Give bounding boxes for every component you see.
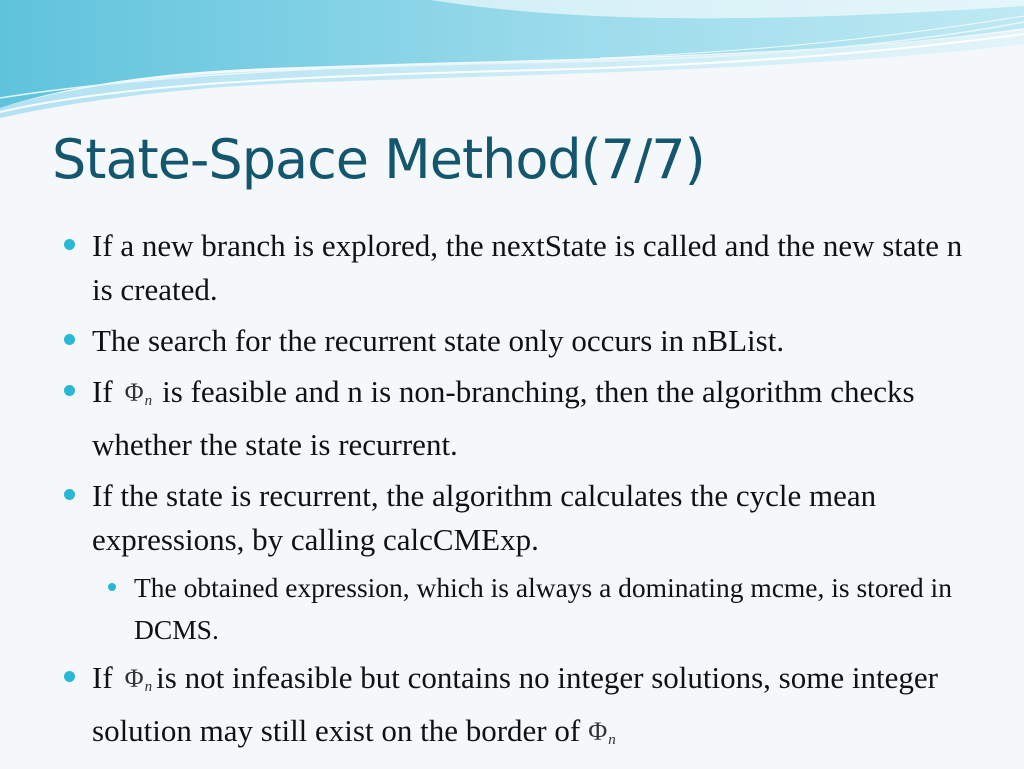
phi-n-symbol [588,710,616,762]
phi-symbol-subscript: n [144,393,153,409]
bullet-icon [64,239,75,250]
phi-symbol-base: Φ [124,378,144,407]
bullet-suffix: is feasible and n is non-branching, then the algorithm checks whether the state is recurrent. [92,374,915,462]
phi-n-symbol [125,371,153,423]
bullet-suffix: is not infeasible but contains no integer solutions, some integer solution may still exist on the border of [92,660,938,748]
bullet-icon [64,385,75,396]
bullet-icon [64,334,75,345]
sub-bullet-icon [108,583,116,591]
bullet-prefix: If [92,374,113,409]
bullet-text: The search for the recurrent state only occurs in nBList. [92,323,785,358]
phi-symbol-subscript: n [144,679,153,695]
slide-title: State-Space Method(7/7) [52,128,705,191]
bullet-list [62,224,982,769]
phi-n-symbol [125,657,153,709]
sub-bullet-item [104,567,982,651]
phi-symbol-subscript: n [608,732,616,748]
wave-banner [0,0,1024,130]
bullet-item [62,656,982,762]
bullet-item [62,474,982,562]
bullet-item [62,319,982,363]
phi-symbol-base: Φ [124,664,144,693]
bullet-icon [64,671,75,682]
bullet-prefix: If [92,660,113,695]
bullet-icon [64,489,75,500]
phi-symbol-base: Φ [588,717,608,746]
bullet-item [62,224,982,312]
bullet-text: The obtained expression, which is always a dominating mcme, is stored in DCMS. [134,572,952,645]
bullet-item [62,370,982,467]
bullet-text: If a new branch is explored, the nextState is called and the new state n is created. [92,228,963,307]
bullet-text: If the state is recurrent, the algorithm calculates the cycle mean expressions, by calling calcCMExp. [92,478,877,557]
